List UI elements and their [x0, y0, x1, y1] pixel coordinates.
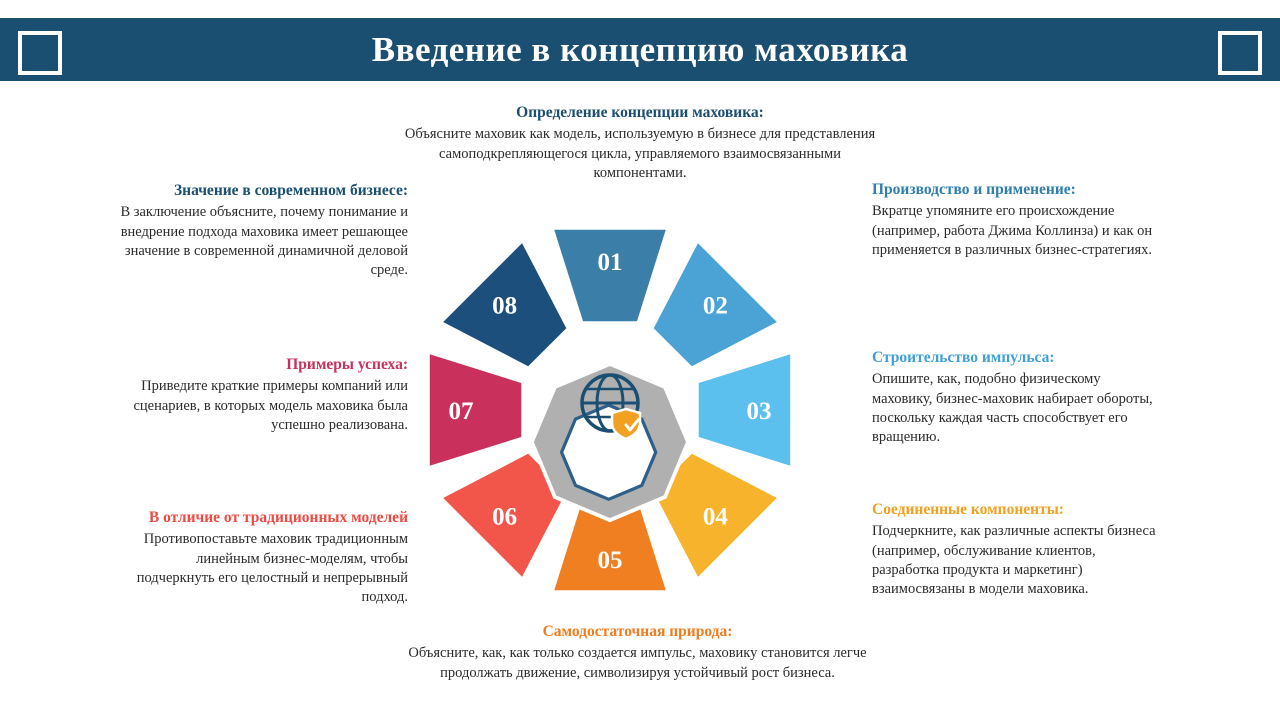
text-block-body: В заключение объясните, почему понимание и внедрение подхода маховика имеет решающее значение в современной динамичной деловой среде. — [120, 204, 408, 278]
segment-number-08: 08 — [492, 292, 518, 320]
segment-number-05: 05 — [597, 547, 623, 574]
text-block-modern-business — [88, 181, 408, 280]
text-block-title: Соединенные компоненты: — [872, 501, 1064, 518]
text-block-body: Объясните, как, как только создается импульс, маховику становится легче продолжать движение, символизируя устойчивый рост бизнеса. — [408, 645, 867, 681]
text-block-title: В отличие от традиционных моделей — [148, 509, 408, 526]
text-block-title: Определение концепции маховика: — [516, 104, 764, 121]
text-block-body: Вкратце упомяните его происхождение (например, работа Джима Коллинза) и как он применяется в различных бизнес-стратегиях. — [872, 203, 1153, 258]
page-title: Введение в концепцию маховика — [371, 29, 909, 69]
text-block-building-momentum — [872, 348, 1162, 447]
flywheel-segment-07[interactable] — [429, 353, 523, 467]
text-block-body: Подчеркните, как различные аспекты бизнеса (например, обслуживание клиентов, разработка продукта и маркетинг) взаимосвязаны в модели маховика. — [872, 523, 1156, 597]
text-block-success-examples — [90, 355, 408, 435]
text-block-title: Производство и применение: — [872, 181, 1076, 198]
text-block-title: Примеры успеха: — [286, 356, 408, 373]
square-outline-icon — [18, 31, 62, 75]
segment-number-01: 01 — [597, 249, 623, 276]
square-outline-icon — [1218, 31, 1262, 75]
text-block-body: Объясните маховик как модель, используемую в бизнесе для представления самоподкрепляющегося цикла, управляемого взаимосвязанными компонентами. — [404, 126, 876, 181]
segment-number-06: 06 — [492, 503, 518, 531]
text-block-title: Значение в современном бизнесе: — [173, 182, 408, 199]
page-header — [0, 18, 1280, 81]
flywheel-diagram — [400, 175, 820, 645]
segment-number-02: 02 — [702, 292, 728, 320]
segment-number-04: 04 — [702, 503, 728, 531]
text-block-origin-application — [872, 180, 1162, 260]
text-block-body: Приведите краткие примеры компаний или сценариев, в которых модель маховика была успешно реализована. — [133, 378, 408, 433]
text-block-definition — [395, 103, 885, 183]
segment-number-03: 03 — [746, 398, 772, 425]
text-block-title: Самодостаточная природа: — [542, 623, 733, 640]
text-block-body: Опишите, как, подобно физическому маховику, бизнес-маховик набирает обороты, поскольку каждая часть способствует его вращению. — [872, 371, 1153, 445]
center-hub — [532, 364, 688, 520]
text-block-title: Строительство импульса: — [872, 349, 1055, 366]
flywheel-segment-03[interactable] — [698, 353, 792, 467]
text-block-body: Противопоставьте маховик традиционным линейным бизнес-моделям, чтобы подчеркнуть его целостный и непрерывный подход. — [136, 531, 408, 605]
text-block-connected-components — [872, 500, 1162, 599]
segment-number-07: 07 — [448, 398, 474, 425]
text-block-unlike-traditional — [118, 508, 408, 607]
